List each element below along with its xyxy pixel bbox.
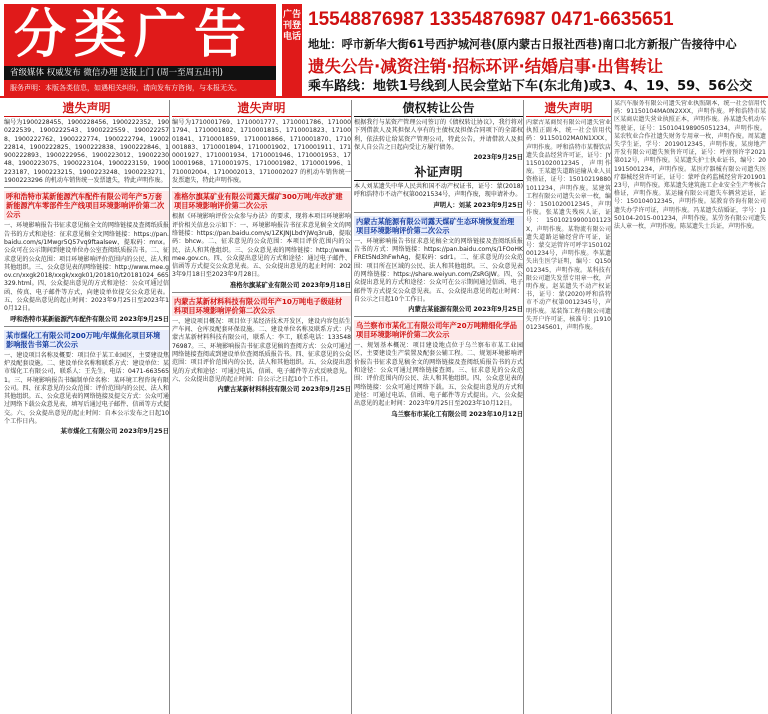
notice-title: 内蒙古某新材料科技有限公司年产10万吨电子级硅材料项目环境影响评价第二次公示 bbox=[172, 296, 351, 316]
masthead bbox=[0, 0, 768, 96]
column-4 bbox=[526, 100, 612, 714]
notice-title: 呼和浩特市某新能源汽车配件有限公司年产5万套新能源汽车零部件生产线项目环境影响评价第二次公示 bbox=[4, 191, 169, 220]
logo-tagline: 省级媒体 权威发布 微信办理 送报上门 (周一至周五出刊) bbox=[4, 66, 276, 80]
column-2 bbox=[172, 100, 352, 714]
notice-signature: 声明人：刘某 2023年9月25日 bbox=[433, 201, 523, 209]
column-3 bbox=[354, 100, 524, 714]
notice-body: 一、建设项目概况：项目位于某经济技术开发区，建设内容包括生产车间、仓库及配套环保设施。二、建设单位名称及联系方式：内蒙古某新材料科技有限公司，联系人：李工，联系电话：13354876987。三、环境影响报告书征求意见稿的查阅方式：公众可通过网络链接查阅或到建设单位查阅纸质报告书。四、征求意见的公众范围：项目评价范围内的公民、法人和其他组织。五、公众提出意见的方式和途径：可通过电话、信函、电子邮件等方式反映意见。六、公众提出意见的起止时间：自公示之日起10个工作日。 bbox=[172, 317, 351, 383]
notice-body: 一、环境影响报告书征求意见稿全文的网络链接及查阅纸质报告书的方式：网络链接：https://pan.baidu.com/s/1FOoHKFREt5Nd3hFwhAg，提取码：sdr1。二、征求意见的公众范围：项目所在区域的公民、法人和其他组织。三、公众意见表的网络链接：https://share.weiyun.com/ZsRGJW。四、公众提出意见的方式和途径：公众可在公示期间通过信函、电子邮件等方式提交公众意见表。五、公众提出意见的起止时间：自公示之日起10个工作日。 bbox=[354, 237, 523, 303]
notice-signature: 内蒙古某新材料科技有限公司 2023年9月25日 bbox=[217, 386, 351, 394]
section-logo: 分类广告 bbox=[4, 4, 276, 66]
category-list: 遗失公告·减资注销·招标环评·结婚启事·出售转让 bbox=[308, 57, 664, 76]
notice-signature: 呼和浩特市某新能源汽车配件有限公司 2023年9月25日 bbox=[10, 315, 169, 323]
divider bbox=[4, 326, 169, 327]
classified-content bbox=[0, 96, 768, 714]
notice-title: 乌兰察布市某化工有限公司年产20万吨精细化学品项目环境影响评价第二次公示 bbox=[354, 320, 523, 340]
notice-title: 某市煤化工有限公司200万吨/年煤焦化项目环境影响报告书第二次公示 bbox=[4, 330, 169, 350]
notice-title: 准格尔旗某矿业有限公司露天煤矿300万吨/年改扩建项目环境影响评价第二次公示 bbox=[172, 191, 351, 211]
phone-numbers: 15548876987 13354876987 0471-6635651 bbox=[308, 9, 674, 30]
column-heading: 债权转让公告 bbox=[354, 100, 523, 117]
logo-note: 服务声明：本版各类信息，如遇相关纠纷，请向发布方咨询，与本报无关。 bbox=[4, 80, 276, 96]
divider bbox=[172, 292, 351, 293]
divider bbox=[4, 187, 169, 188]
column-heading: 遗失声明 bbox=[4, 100, 169, 117]
column-5 bbox=[614, 100, 766, 714]
notice-signature: 准格尔旗某矿业有限公司 2023年9月18日 bbox=[229, 281, 351, 289]
notice-body: 一、规划基本概况：项目建设地点位于乌兰察布市某工业园区，主要建设生产装置及配套公辅工程。二、规划环境影响评价报告书征求意见稿全文的网络链接及查阅纸质报告书的方式和途径：公众可通过网络链接查阅。三、征求意见的公众范围：评价范围内的公民、法人和其他组织。四、公众意见表的网络链接：公众可通过网络下载。五、公众提出意见的方式和途径：可通过电话、信函、电子邮件等方式提出。六、公众提出意见的起止时间：2023年9月25日至2023年10月12日。 bbox=[354, 342, 523, 408]
lost-notice-text: 编号为1900228455、1900228456、1900222352、1900222539、1900222543、1900222559、1900222578、1900222762、1900222774、1900222794、1900222814、1900222825、1900222838、1900222846、1900222893、1900222956、1900223012、1900223048、1900223075、1900223104、1900223159、1900223187、1900223215、1900223248、1900223271、1900223296 的机动车销售统一发票遗失，特此声明作废。 bbox=[4, 119, 169, 185]
divider bbox=[354, 212, 523, 213]
lost-notice-text: 某汽车服务有限公司遗失营业执照副本，统一社会信用代码：91150104MA0N2XXX，声明作废。呼和浩特市某区某商店遗失营业执照正本，声明作废。孙某遗失机动车驾驶证，证号：150104198905051234，声明作废。某农牧业合作社遗失财务专用章一枚，声明作废。周某遗失学生证，学号：2019012345，声明作废。某房地产开发有限公司遗失预售许可证，证号：呼房预许字2021第012号，声明作废。吴某遗失护士执业证书，编号：201915001234，声明作废。某医疗器械有限公司遗失医疗器械经营许可证，证号：蒙呼食药监械经营许20190123号，声明作废。郑某遗失建筑施工企业安全生产考核合格证，声明作废。某运输有限公司遗失车辆营运证，证号：150104012345，声明作废。某教育咨询有限公司遗失办学许可证，声明作废。冯某遗失结婚证，字号：J150104-2015-001234，声明作废。某劳务有限公司遗失法人章一枚，声明作废。陈某遗失士兵证，声明作废。 bbox=[614, 100, 766, 231]
vertical-label: 广告刊登电话 bbox=[282, 4, 302, 96]
column-heading: 补证声明 bbox=[354, 164, 523, 181]
notice-signature: 某市煤化工有限公司 2023年9月25日 bbox=[60, 428, 169, 436]
notice-signature: 乌兰察布市某化工有限公司 2023年10月12日 bbox=[391, 410, 523, 418]
notice-signature: 内蒙古某能源有限公司 2023年9月25日 bbox=[408, 306, 523, 314]
column-1 bbox=[4, 100, 170, 714]
divider bbox=[172, 187, 351, 188]
notice-title: 内蒙古某能源有限公司露天煤矿生态环境恢复治理项目环境影响评价第二次公示 bbox=[354, 216, 523, 236]
debt-transfer-text: 根据我行与某资产管理公司签订的《债权转让协议》，我行将对下列借款人及其担保人享有的主债权及担保合同项下的全部权利，依法转让给某资产管理公司，特此公告，并请借款人及担保人自公告之日起向受让方履行债务。 bbox=[354, 119, 523, 151]
lost-notice-text: 编号为1710001769、1710001777、1710001786、1710001794、1710001802、1710001815、1710001823、1710001841、1710001859、1710001866、1710001870、1710001883、1710001894、1710001902、1710001911、1710001927、1710001934、1710001946、1710001953、1710001968、1710001975、1710001982、1710001996、1710002004、1710002013、1710002027 的机动车销售统一发票遗失，特此声明作废。 bbox=[172, 119, 351, 185]
bus-route: 乘车路线：地铁1号线到人民会堂站下车(东北角)或3、4、19、59、56公交 bbox=[308, 79, 753, 94]
address: 地址：呼市新华大街61号西护城河巷(原内蒙古日报社西巷)南口北方新报广告接待中心 bbox=[308, 38, 737, 51]
column-heading: 遗失声明 bbox=[172, 100, 351, 117]
column-heading: 遗失声明 bbox=[526, 100, 611, 117]
notice-body: 一、建设项目名称及概要：项目位于某工业园区，主要建设焦炉及配套设施。二、建设单位名称和联系方式：建设单位：某市煤化工有限公司，联系人：王先生，电话：0471-6635651。三、环境影响报告书编制单位名称：某环境工程咨询有限公司。四、征求意见的公众范围：评价范围内的公民、法人和其他组织。五、公众意见表的网络链接及提交方式：公众可通过网络下载公众意见表，填写后通过电子邮件、信函等方式提交。六、公众提出意见的起止时间：自本公示发布之日起10个工作日内。 bbox=[4, 351, 169, 426]
notice-signature: 2023年9月25日 bbox=[473, 154, 523, 162]
notice-body: 一、环境影响报告书征求意见稿全文的网络链接及查阅纸质报告书的方式和途径：征求意见稿全文网络链接：https://pan.baidu.com/s/1Mwgr5Q57vq9ftaalsew，提取码：mnx。公众可在公示期间到建设单位办公室查阅纸质报告书。二、征求意见的公众范围：项目环境影响评价范围内的公民、法人和其他组织。三、公众意见表的网络链接：http://www.mee.gov.cn/xxgk2018/xxgk/xxgk01/201810/t20181024_665329.html。四、公众提出意见的方式和途径：公众可通过信函、传真、电子邮件等方式，向建设单位提交公众意见表。五、公众提出意见的起止时间：2023年9月25日至2023年10月12日。 bbox=[4, 222, 169, 313]
lost-notice-text: 内蒙古某商贸有限公司遗失营业执照正副本，统一社会信用代码：91150102MA0N1XXX，声明作废。呼和浩特市某餐饮店遗失食品经营许可证，证号：JY11501020012345，声明作废。王某遗失道路运输从业人员资格证，证号：150102198801011234，声明作废。某建筑工程有限公司遗失公章一枚，编号：1501020012345，声明作废。张某遗失残疾人证，证号：15010219900101123X，声明作废。某物流有限公司遗失道路运输经营许可证，证号：蒙交运管许可呼字150102001234号，声明作废。李某遗失出生医学证明，编号：Q150012345，声明作废。某科技有限公司遗失发票专用章一枚，声明作废。赵某遗失不动产权证书，证号：蒙(2020)呼和浩特市不动产权第0012345号，声明作废。某装饰工程有限公司遗失开户许可证，核准号：J1910012345601，声明作废。 bbox=[526, 119, 611, 332]
divider bbox=[354, 316, 523, 317]
certificate-text: 本人刘某遗失中华人民共和国不动产权证书，证号：蒙(2018)呼和浩特市不动产权第0021534号，声明作废，现申请补办。 bbox=[354, 183, 523, 199]
notice-body: 根据《环境影响评价公众参与办法》的要求，现将本项目环境影响评价相关信息公示如下：一、环境影响报告书征求意见稿全文的网络链接：https://pan.baidu.com/s/1ZKJNJLbdYjWq3ruB，提取码：bhcw。二、征求意见的公众范围：本项目评价范围内的公民、法人和其他组织。三、公众意见表的网络链接：http://www.mee.gov.cn。四、公众提出意见的方式和途径：通过电子邮件、信函等方式提交公众意见表。五、公众提出意见的起止时间：2023年9月18日至2023年9月28日。 bbox=[172, 213, 351, 279]
